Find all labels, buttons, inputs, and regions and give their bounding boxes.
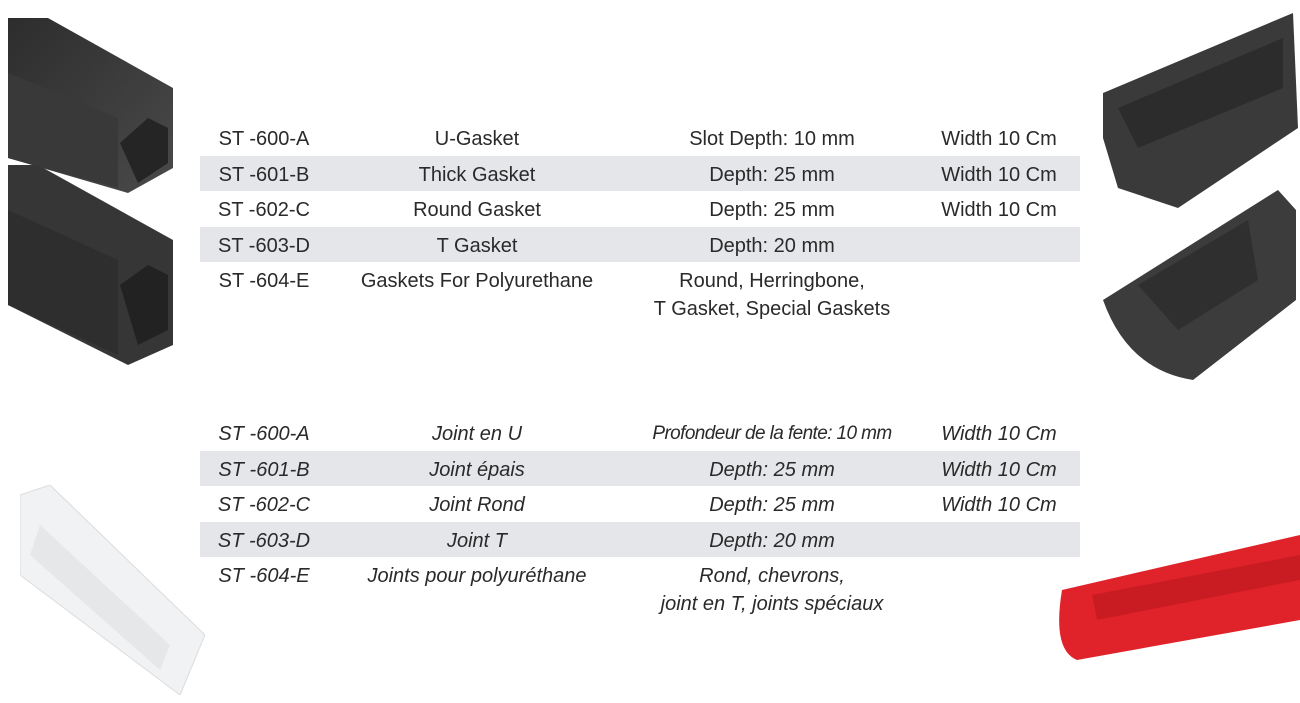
product-code: ST -601-B <box>218 163 310 186</box>
table-row <box>200 415 1080 451</box>
product-name: Joint Rond <box>429 494 525 517</box>
product-spec-line: Round, Herringbone, <box>679 270 865 293</box>
product-spec: Depth: 20 mm <box>709 234 835 257</box>
black-u-gasket-image-middle-left <box>8 165 176 365</box>
product-spec: Slot Depth: 10 mm <box>689 128 855 150</box>
product-name: Joint épais <box>429 458 525 481</box>
product-code: ST -600-A <box>218 128 310 150</box>
table-row <box>200 451 1080 487</box>
product-name: T Gasket <box>436 234 518 257</box>
product-code: ST -604-E <box>218 565 310 588</box>
english-product-table <box>200 120 1080 324</box>
table-row <box>200 262 1080 324</box>
product-code: ST -603-D <box>217 529 311 552</box>
product-width: Width 10 Cm <box>941 494 1057 517</box>
product-spec <box>626 267 918 323</box>
product-spec: Depth: 20 mm <box>709 529 835 552</box>
product-width: Width 10 Cm <box>941 423 1057 445</box>
product-name: Gaskets For Polyurethane <box>360 270 594 293</box>
product-name: Joints pour polyuréthane <box>367 565 587 588</box>
table-row <box>200 557 1080 619</box>
product-spec <box>626 562 918 618</box>
product-width: Width 10 Cm <box>941 163 1057 186</box>
table-row <box>200 120 1080 156</box>
product-code: ST -602-C <box>218 199 310 222</box>
product-code: ST -601-B <box>218 458 310 481</box>
product-code: ST -602-C <box>217 494 311 517</box>
black-round-gasket-image-middle-right <box>1098 180 1300 380</box>
black-round-gasket-image-top-right <box>1098 8 1300 208</box>
table-row <box>200 522 1080 558</box>
product-name: Thick Gasket <box>418 163 536 186</box>
product-code: ST -600-A <box>218 423 310 445</box>
product-width: Width 10 Cm <box>941 458 1057 481</box>
product-spec-line: Rond, chevrons, <box>699 565 845 588</box>
product-code: ST -604-E <box>218 270 310 293</box>
table-row <box>200 227 1080 263</box>
product-spec-line: joint en T, joints spéciaux <box>660 593 884 616</box>
product-spec <box>626 420 918 448</box>
product-spec: Depth: 25 mm <box>709 163 835 186</box>
table-row <box>200 486 1080 522</box>
product-spec: Depth: 25 mm <box>709 199 835 222</box>
white-gasket-image-bottom-left <box>20 485 205 695</box>
product-spec-line: T Gasket, Special Gaskets <box>653 298 891 321</box>
red-gasket-image-bottom-right <box>1052 535 1300 665</box>
product-name: Joint T <box>446 529 508 552</box>
product-width: Width 10 Cm <box>941 128 1057 150</box>
product-name: Round Gasket <box>413 199 541 222</box>
product-code: ST -603-D <box>218 234 310 257</box>
product-width: Width 10 Cm <box>941 199 1057 222</box>
french-product-table <box>200 415 1080 619</box>
product-name: Joint en U <box>431 423 523 445</box>
product-spec-text: Profondeur de la fente: 10 mm <box>652 423 892 444</box>
table-row <box>200 156 1080 192</box>
table-row <box>200 191 1080 227</box>
product-spec: Depth: 25 mm <box>709 494 835 517</box>
product-name: U-Gasket <box>434 128 520 150</box>
product-spec: Depth: 25 mm <box>709 458 835 481</box>
